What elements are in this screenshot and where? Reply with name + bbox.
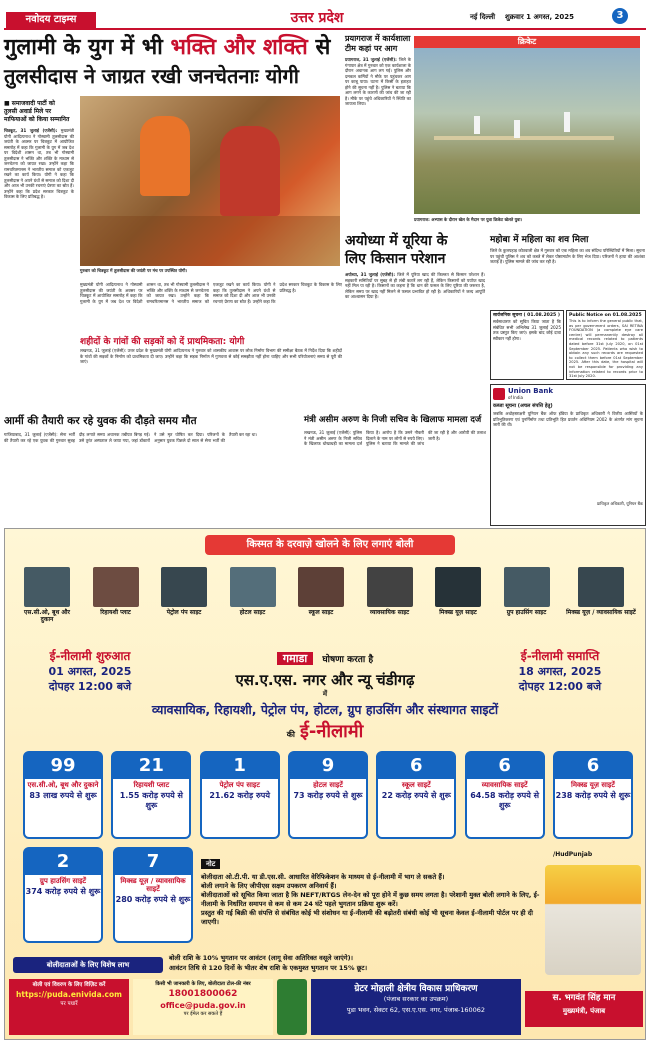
- mahoba-headline: महोबा में महिला का शव मिला: [490, 235, 589, 245]
- mixed-use-icon: [435, 567, 481, 607]
- ad-notes: [201, 851, 541, 927]
- commercial-building-icon: [367, 567, 413, 607]
- web-info: बोली एवं विवरण के लिए विज़िट करें https://puda.enivida.com पर पधारें: [9, 979, 129, 1035]
- mahoba-body: जिले के कुलपहाड़ कोतवाली क्षेत्र में गुरुवार को एक महिला का शव संदिग्ध परिस्थितियों में मिला। सूचना पर पहुंची पुलिस ने शव को कब्जे में लेकर पोस्टमार्टम के लिए भेज दिया। परिजनों ने हत्या की आशंका जताई है। पुलिस मामले की जांच कर रही है।: [490, 248, 645, 264]
- price-card: 2 ग्रुप हाउसिंग साइटें 374 करोड़ रुपये से शुरू: [23, 847, 103, 943]
- lead-headline-line-2: तुलसीदास ने जाग्रत रखी जनचेतनाः योगी: [4, 64, 299, 88]
- section-title: उत्तर प्रदेश: [290, 10, 344, 26]
- house-icon: [93, 567, 139, 607]
- cricket-caption: प्रयागराज: अभ्यास के दौरान खेल के मैदान पर युवा क्रिकेट खेलते युवा।: [414, 217, 523, 222]
- ad-enilami: की ई-नीलामी: [286, 721, 364, 742]
- side-brief-body: प्रयागराज, 31 जुलाई (एजेंसी): जिले के गंगापार क्षेत्र में गुरुवार को एक कार्यशाला के दौरान अचानक आग लग गई। पुलिस और दमकल कर्मियों ने मौके पर पहुंचकर आग पर काबू पाया। घटना में किसी के हताहत होने की सूचना नहीं है। पुलिस ने बताया कि आग लगने के कारणों की जांच की जा रही है। मौके पर पहुंचे अधिकारियों ने स्थिति का जायजा लिया।: [345, 57, 411, 106]
- martyrs-headline: शहीदों के गांवों की सड़कों को दें प्राथमिकता: योगी: [80, 337, 245, 347]
- urea-headline-1: अयोध्या में यूरिया के: [345, 233, 448, 249]
- note-item: बोलीदाता ओ.टी.पी. या डी.एस.सी. आधारित वेरिफिकेशन के माध्यम से ई-नीलामी में भाग ले सकते हैं।: [201, 873, 445, 881]
- lead-photo-caption: गुरुवार को चित्रकूट में तुलसीदास की जयंती पर मंच पर उपस्थित योगी।: [80, 268, 188, 273]
- lead-headline-line-1: गुलामी के युग में भी भक्ति और शक्ति से: [4, 35, 331, 60]
- gmada-advertisement: [4, 528, 646, 1040]
- ad-banner: किस्मत के दरवाज़े खोलने के लिए लगाएं बोली: [205, 535, 455, 555]
- masthead-paper-name: नवोदय टाइम्स: [6, 12, 96, 28]
- school-icon: [298, 567, 344, 607]
- tollfree-number[interactable]: 18001800062: [168, 989, 238, 999]
- price-card: 6 मिक्स्ड यूज़ साइटें 238 करोड़ रुपये से शुरू: [553, 751, 633, 839]
- ad-category: स्कूल साइट: [291, 567, 351, 639]
- ad-footer: [9, 979, 521, 1035]
- note-item: प्रस्तुत की गई बिक्री की संपत्ति से संबंधित कोई भी संशोधन या ई-नीलामी की बढ़ोतरी संबंधी कोई भी सूचना केवल ई-नीलामी पोर्टल पर ही दी जाएगी।: [201, 909, 533, 926]
- union-bank-notice-title: कब्जा सूचना (अचल संपत्ति हेतु): [493, 403, 553, 409]
- union-bank-body: जबकि अधोहस्ताक्षरी यूनियन बैंक ऑफ इंडिया के प्राधिकृत अधिकारी ने वित्तीय आस्तियों के प्रतिभूतिकरण एवं पुनर्निर्माण तथा प्रतिभूति हित प्रवर्तन अधिनियम 2002 के अंतर्गत मांग सूचना जारी की थी।: [493, 411, 643, 427]
- mahoba-story: [490, 234, 645, 308]
- auction-end: ई-नीलामी समाप्ति 18 अगस्त, 2025 दोपहर 12:00 बजे: [518, 649, 602, 693]
- cricket-tag: क्रिकेट: [414, 36, 640, 48]
- hindi-notice-title: सार्वजनिक सूचना ( 01.08.2025 ): [493, 313, 560, 318]
- hindi-notice-body: सर्वसाधारण को सूचित किया जाता है कि संबंधित सभी अभिलेख 31 जुलाई 2025 तक प्रस्तुत किए जाएं। इसके बाद कोई दावा स्वीकार नहीं होगा।: [493, 319, 561, 341]
- shop-icon: [24, 567, 70, 607]
- price-card: 21 रिहायशी प्लाट 1.55 करोड़ रुपये से शुरू: [111, 751, 191, 839]
- gmada-logo-icon: [277, 979, 307, 1035]
- header-date: शुक्रवार 1 अगस्त, 2025: [505, 13, 575, 21]
- urea-body: अयोध्या, 31 जुलाई (एजेंसी): जिले में यूरिया खाद की किल्लत से किसान परेशान हैं। सहकारी समितियों पर सुबह से ही लंबी कतारें लग रही हैं, लेकिन किसानों को पर्याप्त खाद नहीं मिल पा रही है। किसानों का कहना है कि धान की फसल के लिए यूरिया की जरूरत है, लेकिन समय पर खाद नहीं मिलने से फसल प्रभावित हो रही है। अधिकारियों ने जल्द आपूर्ति का आश्वासन दिया है।: [345, 272, 485, 299]
- special-benefits-label: बोलीदाताओं के लिए विशेष लाभ: [13, 957, 163, 973]
- cricket-photo: [414, 37, 640, 214]
- ad-category: रिहायशी प्लाट: [86, 567, 146, 639]
- ad-category: पेट्रोल पंप साइट: [154, 567, 214, 639]
- price-card: 6 स्कूल साइटें 22 करोड़ रुपये से शुरू: [376, 751, 456, 839]
- minister-body: लखनऊ, 31 जुलाई (एजेंसी): पुलिस ने मंत्री असीम अरुण के निजी सचिव के खिलाफ धोखाधड़ी का मामला दर्ज किया है। आरोप है कि उसने नौकरी दिलाने के नाम पर लोगों से रुपये लिए। पुलिस ने बताया कि मामले की जांच की जा रही है और आरोपी की तलाश जारी है।: [304, 430, 486, 446]
- cm-caption: स. भगवंत सिंह मान मुख्यमंत्री, पंजाब: [525, 991, 643, 1027]
- price-row-2: [23, 847, 193, 947]
- english-notice: [566, 310, 646, 380]
- army-body: गाजियाबाद, 31 जुलाई (एजेंसी): सेना भर्ती की तैयारी कर रहे एक युवक की गुरुवार सुबह दौड़ लगाते समय अचानक तबीयत बिगड़ गई। उसे तुरंत अस्पताल ले जाया गया, जहां डॉक्टरों ने उसे मृत घोषित कर दिया। परिजनों के अनुसार युवक पिछले दो साल से सेना भर्ती की तैयारी कर रहा था।: [4, 432, 257, 443]
- price-row-1: [23, 751, 633, 841]
- ad-main-line: व्यावसायिक, रिहायशी, पेट्रोल पंप, होटल, ग्रुप हाउसिंग और संस्थागत साइटों: [151, 702, 499, 717]
- authority-info: ग्रेटर मोहाली क्षेत्रीय विकास प्राधिकरण (पंजाब सरकार का उपक्रम) पुडा भवन, सेक्टर 62, एस.ए.एस. नगर, पंजाब-160062: [311, 979, 521, 1035]
- price-card: 7 मिक्स्ड यूज़ / व्यावसायिक साइटें 280 करोड़ रुपये से शुरू: [113, 847, 193, 943]
- price-card: 99 एस.सी.ओ, बूथ और दुकाने 83 लाख रुपये से शुरू: [23, 751, 103, 839]
- ad-category: मिक्स्ड यूज़ साइट: [428, 567, 488, 639]
- lead-body: चित्रकूट, 31 जुलाई (एजेंसी): मुख्यमंत्री योगी आदित्यनाथ ने गोस्वामी तुलसीदास की जयंती के अवसर पर चित्रकूट में आयोजित समारोह में कहा कि गुलामी के युग में जब देश पर विदेशी शासन था, तब भी गोस्वामी तुलसीदास ने भक्ति और शक्ति के माध्यम से जनचेतना को जाग्रत रखा। उन्होंने कहा कि रामचरितमानस ने भारतीय समाज को एकजुट रखने का कार्य किया। योगी ने कहा कि तुलसीदास ने अपने ग्रंथों से समाज को दिशा दी और आज भी उनकी रचनाएं प्रेरणा का स्रोत हैं। उन्होंने कहा कि प्रदेश सरकार चित्रकूट के विकास के लिए प्रतिबद्ध है।: [4, 128, 74, 199]
- note-label: नोट: [201, 859, 220, 869]
- price-card: 6 व्यावसायिक साइटें 64.58 करोड़ रुपये से शुरू: [465, 751, 545, 839]
- minister-story: [304, 414, 486, 502]
- note-item: बोली लगाने के लिए जीपीएस सक्षम उपकरण अनिवार्य हैं।: [201, 882, 337, 890]
- lead-highlight: ■ समाजवादी पार्टी को तुलसी अवार्ड मिले पर माफियाओं को किया सम्मानित: [4, 100, 70, 123]
- benefit-item: बोली राशि के 10% भुगतान पर आवंटन (लागू सेवा अतिरिक्त वसूले जाएंगे)।: [169, 954, 353, 962]
- website-link[interactable]: https://puda.enivida.com: [16, 990, 122, 999]
- fuel-pump-icon: [161, 567, 207, 607]
- union-bank-name: Union Bank: [508, 387, 553, 395]
- martyrs-body: लखनऊ, 31 जुलाई (एजेंसी): उत्तर प्रदेश के मुख्यमंत्री योगी आदित्यनाथ ने गुरुवार को शासकीय आवास पर लोक निर्माण विभाग की समीक्षा बैठक में निर्देश दिया कि शहीदों के गांवों की सड़कों के निर्माण को प्राथमिकता दी जाए। उन्होंने कहा कि सड़क निर्माण में गुणवत्ता से कोई समझौता नहीं होना चाहिए और सभी परियोजनाएं समय से पूरी की जाएं।: [80, 348, 342, 364]
- tower-icon: [578, 567, 624, 607]
- email-link[interactable]: office@puda.gov.in: [160, 1001, 246, 1010]
- minister-headline: मंत्री असीम अरुण के निजी सचिव के खिलाफ मामला दर्ज: [304, 415, 482, 425]
- urea-story: [345, 232, 485, 268]
- special-benefits: [169, 953, 529, 973]
- ad-category: मिक्स्ड यूज़ / व्यावसायिक साइटें: [565, 567, 637, 639]
- union-bank-logo-icon: [493, 388, 505, 400]
- english-notice-body: This is to inform the general public that, as per government orders, SAI RETINA FOUNDATION (a complete eye care centre) will permanently destroy all medical records related to patients dated before 31st July 2020, on 01st September 2025. Patients who wish to obtain any such records are requested to collect them before 01st September 2025. After this date, the hospital will not be responsible for providing any information related to records prior to 31st July 2020.: [569, 319, 643, 379]
- cm-photo: [545, 865, 641, 975]
- auction-start: ई-नीलामी शुरुआत 01 अगस्त, 2025 दोपहर 12:00 बजे: [48, 649, 132, 693]
- army-headline: आर्मी की तैयारी कर रहे युवक की दौड़ते समय मौत: [4, 415, 197, 427]
- price-card: 9 होटल साइटें 73 करोड़ रुपये से शुरू: [288, 751, 368, 839]
- price-card: 1 पेट्रोल पंप साइट 21.62 करोड़ रुपये: [200, 751, 280, 839]
- apartment-icon: [504, 567, 550, 607]
- hudpunjab-handle: /HudPunjab: [553, 851, 593, 858]
- union-bank-footer: प्राधिकृत अधिकारी, यूनियन बैंक: [596, 501, 643, 506]
- union-bank-notice: [490, 384, 646, 526]
- ad-category: एस.सी.ओ, बूथ और दुकान: [17, 567, 77, 639]
- hindi-notice: [490, 310, 564, 380]
- hotel-icon: [230, 567, 276, 607]
- ad-category: ग्रुप हाउसिंग साइट: [497, 567, 557, 639]
- lead-continued-body: मुख्यमंत्री योगी आदित्यनाथ ने गोस्वामी तुलसीदास की जयंती के अवसर पर चित्रकूट में आयोजित समारोह में कहा कि गुलामी के युग में जब देश पर विदेशी शासन था, तब भी गोस्वामी तुलसीदास ने भक्ति और शक्ति के माध्यम से जनचेतना को जाग्रत रखा। उन्होंने कहा कि रामचरितमानस ने भारतीय समाज को एकजुट रखने का कार्य किया। योगी ने कहा कि तुलसीदास ने अपने ग्रंथों से समाज को दिशा दी और आज भी उनकी रचनाएं प्रेरणा का स्रोत हैं। उन्होंने कहा कि प्रदेश सरकार चित्रकूट के विकास के लिए प्रतिबद्ध है।: [80, 282, 342, 304]
- side-brief-headline: प्रयागराज में कार्यशाला टीम कहां पर आग: [345, 34, 411, 53]
- gmada-announce: गमाडा घोषणा करता है एस.ए.एस. नगर और न्यू चंडीगढ़ में: [235, 652, 415, 698]
- header-city: नई दिल्ली: [470, 13, 496, 21]
- page-number: 3: [612, 8, 628, 24]
- union-bank-subtitle: of India: [508, 395, 523, 400]
- side-brief: [345, 34, 411, 230]
- ad-category: व्यावसायिक साइट: [360, 567, 420, 639]
- benefit-item: आवंटन तिथि से 120 दिनों के भीतर शेष राशि के एकमुश्त भुगतान पर 15% छूट।: [169, 964, 368, 972]
- urea-headline-2: लिए किसान परेशान: [345, 251, 446, 267]
- army-story: [4, 414, 300, 512]
- ad-category: होटल साइट: [223, 567, 283, 639]
- note-item: बोलीदाताओं को सूचित किया जाता है कि NEFT/RTGS लेन-देन को पूरा होने में कुछ समय लगता है। परेशानी मुक्त बोली लगाने के लिए, ई-नीलामी के निर्धारित समापन से कम से कम 24 घंटे पहले भुगतान प्रक्रिया शुरू करें।: [201, 891, 540, 908]
- contact-info: किसी भी जानकारी के लिए, बोलीदाता टोल-फ्री नंबर 18001800062 office@puda.gov.in पर ईमेल कर सकते हैं: [133, 979, 273, 1035]
- english-notice-title: Public Notice on 01.08.2025: [569, 313, 642, 318]
- ad-category-row: [17, 567, 637, 639]
- lead-photo: [80, 96, 340, 266]
- masthead: [0, 0, 650, 30]
- gmada-name: गमाडा: [277, 652, 313, 665]
